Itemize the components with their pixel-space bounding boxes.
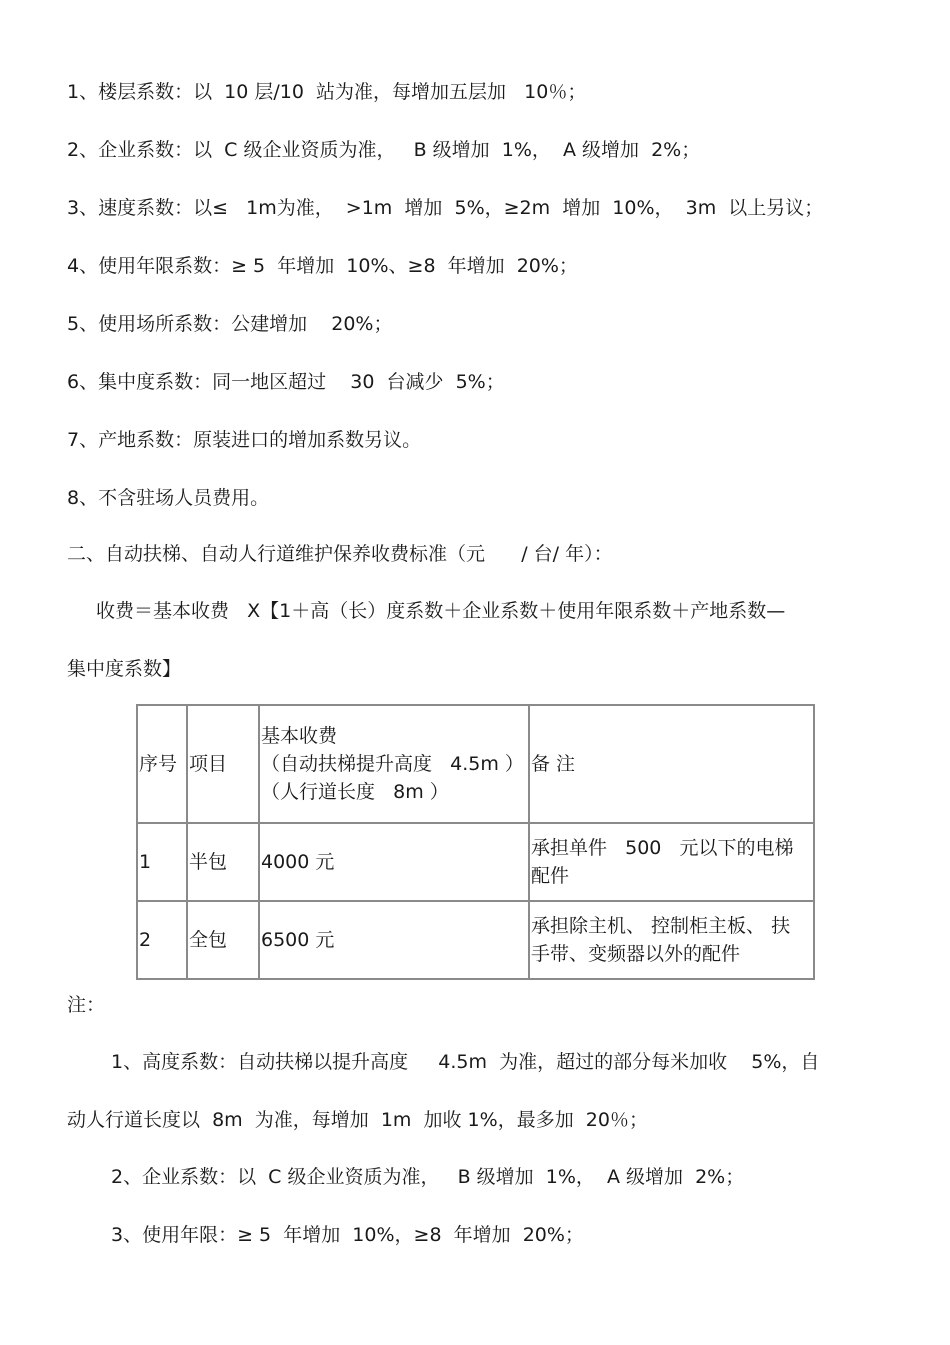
fee-table [136, 704, 815, 980]
coefficient-item-concentration: 6、集中度系数：同一地区超过 30 台减少 5%； [67, 371, 505, 393]
note-item-height-cont: 动人行道长度以 8m 为准，每增加 1m 加收 1%，最多加 20％； [67, 1109, 648, 1131]
coefficient-item-venue: 5、使用场所系数：公建增加 20%； [67, 313, 393, 335]
header-base-fee-line: （人行道长度 8m ） [261, 781, 449, 803]
header-base-fee-line: （自动扶梯提升高度 4.5m ） [261, 753, 524, 775]
coefficient-item-enterprise: 2、企业系数：以 C 级企业资质为准， B 级增加 1%， A 级增加 2%； [67, 139, 701, 161]
coefficient-item-origin: 7、产地系数：原装进口的增加系数另议。 [67, 429, 422, 451]
coefficient-item-floor: 1、楼层系数：以 10 层/10 站为准，每增加五层加 10％； [67, 81, 587, 103]
row-remark-line: 承担单件 500 元以下的电梯 [531, 837, 794, 859]
row-item: 半包 [187, 823, 259, 901]
header-item: 项目 [187, 705, 259, 823]
row-remark [529, 901, 814, 979]
header-no: 序号 [137, 705, 187, 823]
note-item-height: 1、高度系数：自动扶梯以提升高度 4.5m 为准，超过的部分每米加收 5%，自 [111, 1051, 820, 1073]
coefficient-item-years: 4、使用年限系数：≥ 5 年增加 10%、≥8 年增加 20%； [67, 255, 578, 277]
row-no: 1 [137, 823, 187, 901]
coefficient-item-staff: 8、不含驻场人员费用。 [67, 487, 270, 509]
fee-formula-line2: 集中度系数】 [67, 658, 182, 680]
header-remark: 备 注 [529, 705, 814, 823]
row-remark-line: 手带、变频器以外的配件 [531, 943, 741, 965]
table-row [137, 823, 814, 901]
table-header-row [137, 705, 814, 823]
table-row [137, 901, 814, 979]
row-no: 2 [137, 901, 187, 979]
note-item-enterprise: 2、企业系数：以 C 级企业资质为准， B 级增加 1%， A 级增加 2%； [111, 1166, 745, 1188]
section2-heading: 二、自动扶梯、自动人行道维护保养收费标准（元 / 台/ 年）： [67, 543, 613, 565]
notes-label: 注： [67, 994, 106, 1016]
header-base-fee-line: 基本收费 [261, 725, 338, 747]
row-fee: 6500 元 [259, 901, 529, 979]
note-item-years: 3、使用年限：≥ 5 年增加 10%，≥8 年增加 20%； [111, 1224, 584, 1246]
header-base-fee [259, 705, 529, 823]
row-fee: 4000 元 [259, 823, 529, 901]
fee-formula-line1: 收费＝基本收费 X【1＋高（长）度系数＋企业系数＋使用年限系数＋产地系数— [96, 600, 786, 622]
row-remark-line: 承担除主机、 控制柜主板、 扶 [531, 915, 791, 937]
coefficient-item-speed: 3、速度系数：以≤ 1m为准， >1m 增加 5%，≥2m 增加 10%， 3m 以上另议； [67, 197, 824, 219]
row-item: 全包 [187, 901, 259, 979]
row-remark [529, 823, 814, 901]
row-remark-line: 配件 [531, 865, 570, 887]
